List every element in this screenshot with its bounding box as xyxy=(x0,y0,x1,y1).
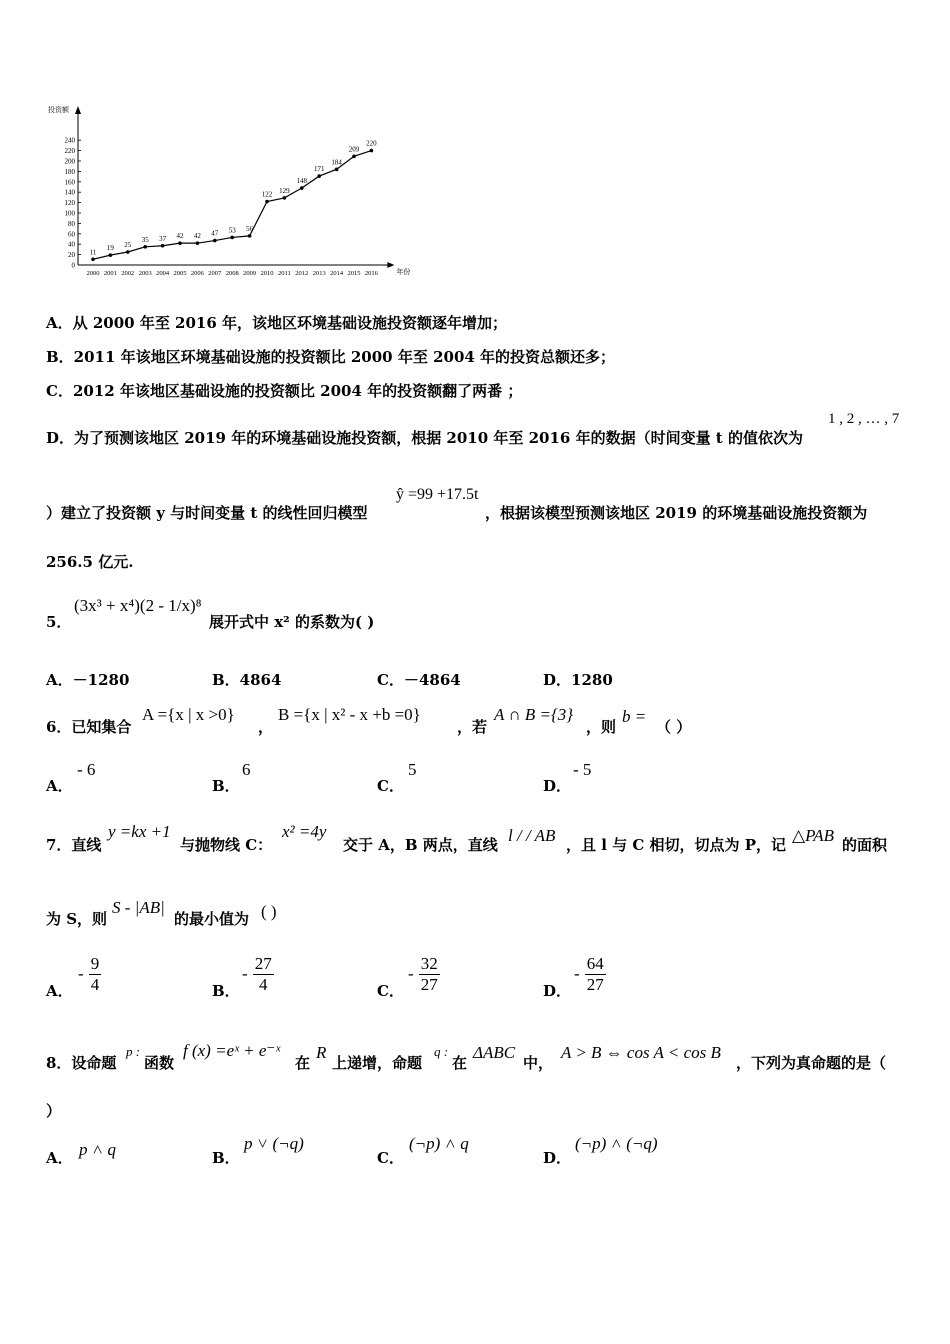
q5-number: 5． xyxy=(46,613,72,631)
data-label: 11 xyxy=(89,248,97,257)
q6-option-a-value: - 6 xyxy=(77,760,96,779)
y-axis-arrow-icon xyxy=(75,106,81,114)
q7-expression: S - |AB| xyxy=(112,898,165,917)
data-label: 148 xyxy=(296,177,308,186)
q6-set-a: A ={x | x >0} xyxy=(142,705,235,724)
data-label: 42 xyxy=(176,232,184,241)
q7-option-c-numerator: 32 xyxy=(420,954,438,973)
q5-text: 展开式中 x² 的系数为( ) xyxy=(209,613,375,631)
data-label: 122 xyxy=(261,190,273,199)
q6-option-a-label: A． xyxy=(46,777,73,795)
q7-option-b-value xyxy=(242,954,274,995)
x-tick-label: 2002 xyxy=(121,270,135,277)
q8-text-6: 中， xyxy=(523,1054,554,1072)
q6-condition: A ∩ B ={3} xyxy=(494,705,574,724)
q4-option-d-line3: 256.5 亿元. xyxy=(46,553,134,571)
y-tick-label: 240 xyxy=(64,136,75,145)
data-point xyxy=(126,250,130,254)
q7-option-a-sign: - xyxy=(78,964,84,983)
q8-proposition-q: q : xyxy=(434,1044,449,1059)
data-label: 42 xyxy=(193,232,201,241)
x-tick-label: 2006 xyxy=(190,270,204,277)
q7-option-b-sign: - xyxy=(242,964,248,983)
q7-text-6: 为 S，则 xyxy=(46,910,108,928)
x-tick-label: 2011 xyxy=(278,270,291,277)
y-tick-label: 120 xyxy=(64,199,75,208)
data-label: 47 xyxy=(211,229,219,238)
x-tick-label: 2000 xyxy=(86,270,100,277)
q8-text-5: 在 xyxy=(452,1054,468,1072)
data-label: 220 xyxy=(366,139,377,148)
data-point xyxy=(91,257,95,261)
q8-option-d-label: D． xyxy=(543,1149,572,1167)
y-tick-label: 220 xyxy=(64,147,75,156)
data-label: 37 xyxy=(159,234,167,243)
data-point xyxy=(265,200,269,204)
q8-function: f (x) =eˣ + e⁻ˣ xyxy=(183,1041,281,1060)
q8-option-a-value: p ˄ q xyxy=(79,1140,116,1159)
data-label: 56 xyxy=(246,224,254,233)
q4-option-d-line1: D．为了预测该地区 2019 年的环境基础设施投资额，根据 2010 年至 2016 年的数据（时间变量 t 的值依次为 xyxy=(46,429,803,447)
q6-option-c-value: 5 xyxy=(408,760,417,779)
y-tick-label: 40 xyxy=(68,240,75,249)
q4-option-d-line2b: ，根据该模型预测该地区 2019 的环境基础设施投资额为 xyxy=(485,504,868,522)
x-tick-label: 2007 xyxy=(208,270,222,277)
data-label: 25 xyxy=(124,241,132,249)
q8-triangle: ΔABC xyxy=(473,1043,516,1062)
q5-option-b: B．4864 xyxy=(212,671,282,689)
q6-option-b-label: B． xyxy=(212,777,240,795)
q4-option-b: B．2011 年该地区环境基础设施的投资额比 2000 年至 2004 年的投资总额还多； xyxy=(46,348,616,366)
q8-option-b-value: p ˅ (¬q) xyxy=(244,1134,304,1153)
q7-option-a-value xyxy=(78,954,101,995)
q8-condition: A > B ⇔ cos A < cos B xyxy=(561,1043,721,1062)
q6-stem-start: 6．已知集合 xyxy=(46,718,132,736)
data-point xyxy=(335,168,339,172)
q7-option-a-label: A． xyxy=(46,982,73,1000)
q8-text-4: 上递增，命题 xyxy=(332,1054,423,1072)
q8-proposition-p: p : xyxy=(126,1044,141,1059)
data-point xyxy=(178,241,182,245)
q8-option-a-label: A． xyxy=(46,1149,73,1167)
y-tick-label: 200 xyxy=(64,157,75,166)
x-axis-label: 年份 xyxy=(396,268,411,276)
y-tick-label: 80 xyxy=(68,219,75,228)
q7-option-b-denominator: 4 xyxy=(259,975,268,994)
investment-line-chart xyxy=(40,100,411,282)
q7-parabola-equation: x² =4y xyxy=(282,822,327,841)
q4-option-a: A．从 2000 年至 2016 年，该地区环境基础设施投资额逐年增加； xyxy=(46,314,508,332)
q5-expression: (3x³ + x⁴)(2 - 1/x)⁸ xyxy=(74,596,202,615)
y-axis-label: 投资额 xyxy=(48,106,69,114)
q7-option-b-label: B． xyxy=(212,982,240,1000)
data-label: 19 xyxy=(106,244,114,253)
x-axis-arrow-icon xyxy=(387,262,394,268)
q7-text-1: 7．直线 xyxy=(46,836,102,854)
q7-text-7: 的最小值为 xyxy=(174,910,250,928)
y-tick-label: 100 xyxy=(64,209,75,218)
q6-if: ，若 xyxy=(457,718,488,736)
y-tick-label: 60 xyxy=(68,230,75,239)
q8-option-d-value: (¬p) ˄ (¬q) xyxy=(575,1134,658,1153)
q7-parallel-line: l / / AB xyxy=(508,826,556,845)
y-tick-label: 160 xyxy=(64,178,75,187)
q8-option-b-label: B． xyxy=(212,1149,240,1167)
q8-option-c-label: C． xyxy=(377,1149,404,1167)
x-tick-label: 2005 xyxy=(173,270,187,277)
q5-option-d: D．1280 xyxy=(543,671,613,689)
x-tick-label: 2016 xyxy=(364,270,378,277)
q7-option-b-numerator: 27 xyxy=(254,954,272,973)
x-tick-label: 2003 xyxy=(138,270,152,277)
q6-option-d-value: - 5 xyxy=(573,760,592,779)
data-point xyxy=(370,149,374,153)
q7-option-a-denominator: 4 xyxy=(90,975,100,994)
y-tick-label: 180 xyxy=(64,167,75,176)
x-tick-label: 2001 xyxy=(103,270,117,277)
q8-text-8: ） xyxy=(46,1102,62,1120)
data-point xyxy=(196,241,200,245)
q8-text-2: 函数 xyxy=(144,1054,175,1072)
data-label: 184 xyxy=(331,158,342,167)
q4-option-d-line2a: ）建立了投资额 y 与时间变量 t 的线性回归模型 xyxy=(46,504,368,522)
x-tick-label: 2008 xyxy=(225,270,239,277)
q8-text-1: 8．设命题 xyxy=(46,1054,117,1072)
q7-text-2: 与抛物线 C： xyxy=(180,836,273,854)
data-label: 209 xyxy=(348,145,360,154)
data-point xyxy=(248,234,252,238)
data-point xyxy=(213,239,217,243)
q7-triangle: △PAB xyxy=(792,826,835,845)
q8-text-3: 在 xyxy=(295,1054,311,1072)
data-label: 171 xyxy=(313,165,325,174)
data-label: 53 xyxy=(228,226,236,235)
q6-variable: b = xyxy=(622,707,647,726)
data-point xyxy=(230,236,234,240)
y-tick-label: 140 xyxy=(64,188,75,197)
q8-reals: R xyxy=(316,1043,327,1062)
x-tick-label: 2013 xyxy=(312,270,326,277)
q7-option-d-denominator: 27 xyxy=(586,975,604,994)
data-point xyxy=(300,186,304,190)
q7-option-a-numerator: 9 xyxy=(90,954,100,973)
x-tick-label: 2010 xyxy=(260,270,274,277)
q5-option-a: A．－1280 xyxy=(46,671,130,689)
q7-option-c-sign: - xyxy=(408,964,414,983)
q6-then: ，则 xyxy=(586,718,617,736)
data-label: 129 xyxy=(279,186,290,195)
q7-option-d-numerator: 64 xyxy=(586,954,604,973)
q7-text-4: ，且 l 与 C 相切，切点为 P，记 xyxy=(566,836,787,854)
x-tick-label: 2009 xyxy=(243,270,257,277)
q6-separator: ， xyxy=(258,718,274,736)
data-point xyxy=(317,174,321,178)
q7-text-3: 交于 A，B 两点，直线 xyxy=(343,836,498,854)
q7-option-c-denominator: 27 xyxy=(420,975,438,994)
investment-series-line xyxy=(93,151,371,260)
q8-option-c-value: (¬p) ˄ q xyxy=(409,1134,469,1153)
data-label: 35 xyxy=(141,235,149,244)
q7-answer-paren: ( ) xyxy=(261,902,277,921)
q4-option-d-model: ŷ =99 +17.5t xyxy=(396,486,479,503)
q7-text-5: 的面积 xyxy=(842,836,888,854)
q7-option-c-value xyxy=(408,954,440,995)
q7-line-equation: y =kx +1 xyxy=(108,822,171,841)
data-point xyxy=(352,155,356,159)
q8-text-7: ，下列为真命题的是（ xyxy=(736,1054,887,1072)
q7-option-d-sign: - xyxy=(574,964,580,983)
q4-option-c: C．2012 年该地区基础设施的投资额比 2004 年的投资额翻了两番 ； xyxy=(46,382,523,400)
q7-option-d-value xyxy=(574,954,606,995)
x-tick-label: 2014 xyxy=(330,270,344,277)
y-tick-label: 20 xyxy=(68,251,75,260)
data-point xyxy=(143,245,147,249)
q6-option-c-label: C． xyxy=(377,777,404,795)
q6-option-d-label: D． xyxy=(543,777,572,795)
q6-set-b: B ={x | x² - x +b =0} xyxy=(278,705,421,724)
q6-answer-paren: （ ） xyxy=(656,718,692,736)
data-point xyxy=(161,244,165,248)
q6-option-b-value: 6 xyxy=(242,760,251,779)
x-tick-label: 2012 xyxy=(295,270,309,277)
data-point xyxy=(283,196,287,200)
q5-option-c: C．－4864 xyxy=(377,671,461,689)
q7-option-c-label: C． xyxy=(377,982,404,1000)
y-tick-label: 0 xyxy=(71,261,75,270)
q7-option-d-label: D． xyxy=(543,982,572,1000)
x-tick-label: 2015 xyxy=(347,270,361,277)
x-tick-label: 2004 xyxy=(156,270,170,277)
q4-option-d-sequence: 1 , 2 , … , 7 xyxy=(828,411,900,427)
data-point xyxy=(109,253,113,257)
